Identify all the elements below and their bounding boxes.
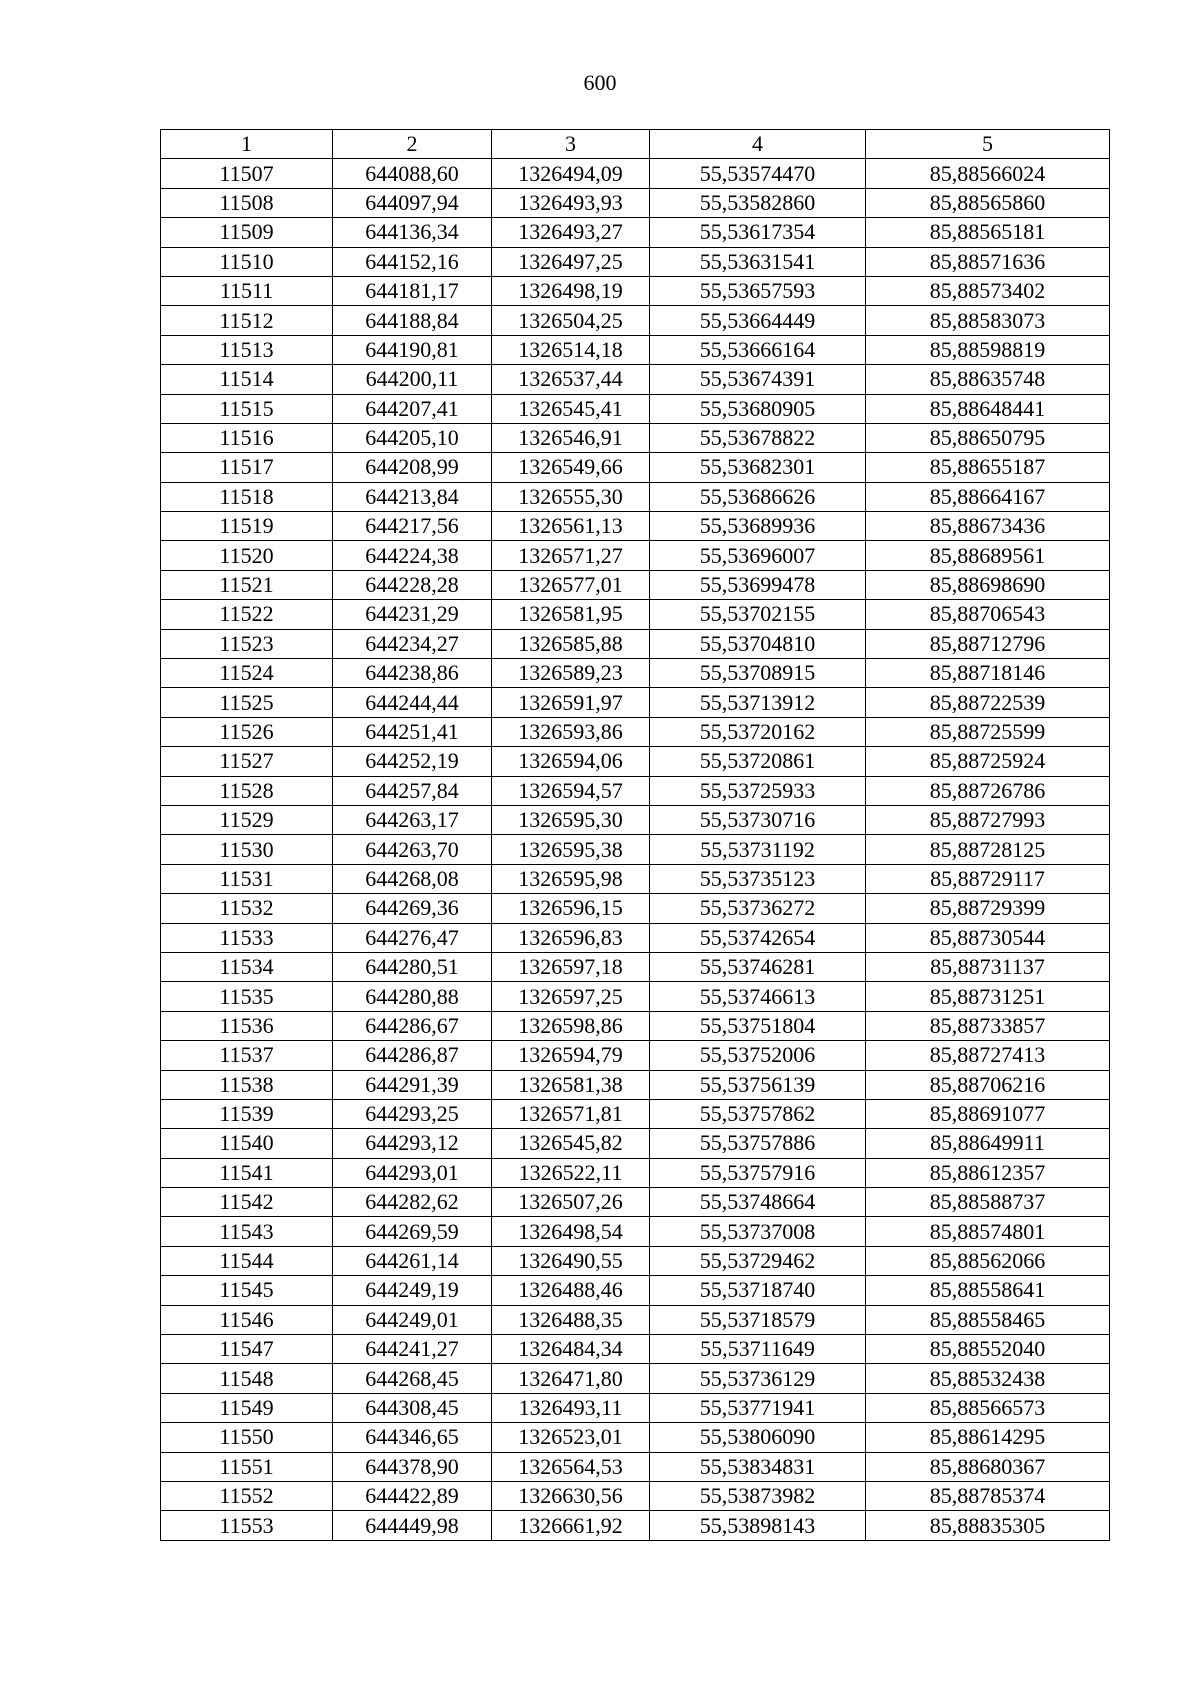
table-cell-col-4: 55,53708915	[650, 659, 866, 688]
table-cell-col-5: 85,88689561	[866, 541, 1110, 570]
table-cell-col-1: 11514	[161, 365, 333, 394]
table-row	[161, 1393, 1110, 1422]
table-row	[161, 1129, 1110, 1158]
table-cell-col-4: 55,53730716	[650, 805, 866, 834]
table-cell-col-5: 85,88588737	[866, 1188, 1110, 1217]
table-cell-col-1: 11520	[161, 541, 333, 570]
table-cell-col-1: 11519	[161, 512, 333, 541]
table-cell-col-2: 644308,45	[333, 1393, 492, 1422]
table-cell-col-2: 644268,45	[333, 1364, 492, 1393]
table-cell-col-4: 55,53617354	[650, 218, 866, 247]
table-cell-col-5: 85,88558465	[866, 1305, 1110, 1334]
table-row	[161, 982, 1110, 1011]
table-cell-col-5: 85,88698690	[866, 570, 1110, 599]
table-cell-col-2: 644257,84	[333, 776, 492, 805]
table-cell-col-3: 1326497,25	[492, 247, 650, 276]
table-cell-col-2: 644422,89	[333, 1481, 492, 1510]
table-cell-col-5: 85,88725599	[866, 717, 1110, 746]
table-row	[161, 1158, 1110, 1187]
table-cell-col-5: 85,88565860	[866, 188, 1110, 217]
table-cell-col-4: 55,53702155	[650, 600, 866, 629]
table-row	[161, 952, 1110, 981]
table-cell-col-4: 55,53737008	[650, 1217, 866, 1246]
table-cell-col-5: 85,88691077	[866, 1099, 1110, 1128]
table-cell-col-1: 11541	[161, 1158, 333, 1187]
table-cell-col-4: 55,53746281	[650, 952, 866, 981]
table-cell-col-3: 1326595,98	[492, 864, 650, 893]
table-cell-col-1: 11507	[161, 159, 333, 188]
table-cell-col-4: 55,53704810	[650, 629, 866, 658]
table-cell-col-4: 55,53736272	[650, 894, 866, 923]
table-cell-col-3: 1326630,56	[492, 1481, 650, 1510]
table-cell-col-5: 85,88725924	[866, 747, 1110, 776]
table-cell-col-5: 85,88648441	[866, 394, 1110, 423]
table-cell-col-1: 11545	[161, 1276, 333, 1305]
table-cell-col-3: 1326549,66	[492, 453, 650, 482]
table-cell-col-1: 11534	[161, 952, 333, 981]
table-cell-col-1: 11513	[161, 335, 333, 364]
table-row	[161, 276, 1110, 305]
table-cell-col-3: 1326577,01	[492, 570, 650, 599]
table-cell-col-5: 85,88532438	[866, 1364, 1110, 1393]
table-cell-col-1: 11523	[161, 629, 333, 658]
table-row	[161, 306, 1110, 335]
table-cell-col-4: 55,53720861	[650, 747, 866, 776]
table-cell-col-3: 1326593,86	[492, 717, 650, 746]
table-cell-col-5: 85,88649911	[866, 1129, 1110, 1158]
table-cell-col-2: 644286,87	[333, 1041, 492, 1070]
table-cell-col-1: 11536	[161, 1011, 333, 1040]
table-cell-col-2: 644251,41	[333, 717, 492, 746]
table-cell-col-1: 11516	[161, 423, 333, 452]
table-cell-col-3: 1326494,09	[492, 159, 650, 188]
table-cell-col-5: 85,88729399	[866, 894, 1110, 923]
table-cell-col-1: 11537	[161, 1041, 333, 1070]
table-cell-col-2: 644217,56	[333, 512, 492, 541]
table-cell-col-2: 644293,12	[333, 1129, 492, 1158]
table-cell-col-4: 55,53680905	[650, 394, 866, 423]
table-cell-col-4: 55,53742654	[650, 923, 866, 952]
table-row	[161, 570, 1110, 599]
table-cell-col-4: 55,53631541	[650, 247, 866, 276]
table-cell-col-1: 11540	[161, 1129, 333, 1158]
table-cell-col-4: 55,53834831	[650, 1452, 866, 1481]
table-cell-col-4: 55,53757916	[650, 1158, 866, 1187]
table-row	[161, 512, 1110, 541]
table-cell-col-4: 55,53806090	[650, 1423, 866, 1452]
table-row	[161, 423, 1110, 452]
table-cell-col-3: 1326597,18	[492, 952, 650, 981]
table-cell-col-4: 55,53756139	[650, 1070, 866, 1099]
table-cell-col-5: 85,88718146	[866, 659, 1110, 688]
column-header-3: 3	[492, 130, 650, 159]
table-cell-col-4: 55,53725933	[650, 776, 866, 805]
table-cell-col-4: 55,53699478	[650, 570, 866, 599]
table-cell-col-1: 11518	[161, 482, 333, 511]
table-cell-col-2: 644136,34	[333, 218, 492, 247]
table-cell-col-3: 1326594,06	[492, 747, 650, 776]
table-cell-col-1: 11544	[161, 1246, 333, 1275]
table-cell-col-3: 1326498,54	[492, 1217, 650, 1246]
table-cell-col-4: 55,53689936	[650, 512, 866, 541]
table-cell-col-5: 85,88673436	[866, 512, 1110, 541]
table-cell-col-3: 1326537,44	[492, 365, 650, 394]
table-cell-col-3: 1326581,38	[492, 1070, 650, 1099]
table-cell-col-2: 644280,88	[333, 982, 492, 1011]
table-cell-col-2: 644346,65	[333, 1423, 492, 1452]
table-row	[161, 482, 1110, 511]
table-cell-col-4: 55,53682301	[650, 453, 866, 482]
table-cell-col-3: 1326594,79	[492, 1041, 650, 1070]
table-cell-col-2: 644208,99	[333, 453, 492, 482]
table-row	[161, 747, 1110, 776]
table-row	[161, 1452, 1110, 1481]
table-cell-col-1: 11531	[161, 864, 333, 893]
table-row	[161, 1011, 1110, 1040]
table-cell-col-5: 85,88706216	[866, 1070, 1110, 1099]
table-cell-col-5: 85,88664167	[866, 482, 1110, 511]
table-cell-col-2: 644097,94	[333, 188, 492, 217]
table-cell-col-1: 11510	[161, 247, 333, 276]
table-cell-col-5: 85,88729117	[866, 864, 1110, 893]
table-row	[161, 365, 1110, 394]
table-row	[161, 805, 1110, 834]
table-cell-col-2: 644249,19	[333, 1276, 492, 1305]
table-cell-col-1: 11529	[161, 805, 333, 834]
table-cell-col-3: 1326488,35	[492, 1305, 650, 1334]
table-cell-col-1: 11549	[161, 1393, 333, 1422]
table-cell-col-5: 85,88785374	[866, 1481, 1110, 1510]
table-cell-col-2: 644276,47	[333, 923, 492, 952]
table-cell-col-2: 644181,17	[333, 276, 492, 305]
coordinates-table	[160, 129, 1110, 1541]
table-cell-col-2: 644378,90	[333, 1452, 492, 1481]
page-number: 600	[583, 70, 617, 95]
table-cell-col-3: 1326571,81	[492, 1099, 650, 1128]
table-cell-col-1: 11511	[161, 276, 333, 305]
table-cell-col-1: 11508	[161, 188, 333, 217]
table-cell-col-5: 85,88574801	[866, 1217, 1110, 1246]
table-cell-col-1: 11535	[161, 982, 333, 1011]
table-cell-col-5: 85,88558641	[866, 1276, 1110, 1305]
table-cell-col-5: 85,88583073	[866, 306, 1110, 335]
table-cell-col-1: 11532	[161, 894, 333, 923]
table-cell-col-2: 644263,17	[333, 805, 492, 834]
table-cell-col-5: 85,88731137	[866, 952, 1110, 981]
table-cell-col-1: 11539	[161, 1099, 333, 1128]
table-cell-col-4: 55,53898143	[650, 1511, 866, 1540]
table-cell-col-1: 11526	[161, 717, 333, 746]
table-cell-col-1: 11538	[161, 1070, 333, 1099]
table-row	[161, 864, 1110, 893]
table-row	[161, 1276, 1110, 1305]
table-row	[161, 1217, 1110, 1246]
table-cell-col-1: 11552	[161, 1481, 333, 1510]
table-cell-col-3: 1326595,38	[492, 835, 650, 864]
table-cell-col-2: 644152,16	[333, 247, 492, 276]
table-cell-col-2: 644249,01	[333, 1305, 492, 1334]
table-cell-col-5: 85,88565181	[866, 218, 1110, 247]
table-cell-col-1: 11527	[161, 747, 333, 776]
table-cell-col-5: 85,88571636	[866, 247, 1110, 276]
table-cell-col-3: 1326493,93	[492, 188, 650, 217]
table-row	[161, 717, 1110, 746]
table-row	[161, 629, 1110, 658]
table-cell-col-1: 11517	[161, 453, 333, 482]
table-cell-col-2: 644268,08	[333, 864, 492, 893]
table-cell-col-4: 55,53711649	[650, 1335, 866, 1364]
table-cell-col-3: 1326523,01	[492, 1423, 650, 1452]
table-cell-col-1: 11509	[161, 218, 333, 247]
table-cell-col-1: 11521	[161, 570, 333, 599]
table-cell-col-2: 644449,98	[333, 1511, 492, 1540]
table-cell-col-5: 85,88835305	[866, 1511, 1110, 1540]
table-cell-col-3: 1326484,34	[492, 1335, 650, 1364]
table-cell-col-4: 55,53718740	[650, 1276, 866, 1305]
table-cell-col-1: 11550	[161, 1423, 333, 1452]
table-cell-col-2: 644200,11	[333, 365, 492, 394]
table-cell-col-1: 11512	[161, 306, 333, 335]
table-cell-col-2: 644224,38	[333, 541, 492, 570]
table-cell-col-3: 1326555,30	[492, 482, 650, 511]
table-cell-col-4: 55,53666164	[650, 335, 866, 364]
table-row	[161, 1188, 1110, 1217]
table-row	[161, 159, 1110, 188]
table-row	[161, 541, 1110, 570]
table-cell-col-1: 11551	[161, 1452, 333, 1481]
table-cell-col-4: 55,53657593	[650, 276, 866, 305]
table-cell-col-5: 85,88650795	[866, 423, 1110, 452]
table-cell-col-5: 85,88562066	[866, 1246, 1110, 1275]
table-cell-col-5: 85,88635748	[866, 365, 1110, 394]
table-row	[161, 1511, 1110, 1540]
table-cell-col-4: 55,53729462	[650, 1246, 866, 1275]
table-cell-col-3: 1326596,15	[492, 894, 650, 923]
table-cell-col-5: 85,88730544	[866, 923, 1110, 952]
table-row	[161, 1099, 1110, 1128]
table-cell-col-2: 644238,86	[333, 659, 492, 688]
table-cell-col-2: 644280,51	[333, 952, 492, 981]
table-cell-col-2: 644282,62	[333, 1188, 492, 1217]
table-row	[161, 835, 1110, 864]
table-cell-col-4: 55,53574470	[650, 159, 866, 188]
column-header-4: 4	[650, 130, 866, 159]
table-cell-col-2: 644293,25	[333, 1099, 492, 1128]
table-cell-col-4: 55,53696007	[650, 541, 866, 570]
table-row	[161, 394, 1110, 423]
table-row	[161, 1305, 1110, 1334]
table-cell-col-2: 644286,67	[333, 1011, 492, 1040]
table-cell-col-5: 85,88733857	[866, 1011, 1110, 1040]
table-cell-col-3: 1326661,92	[492, 1511, 650, 1540]
table-row	[161, 776, 1110, 805]
table-cell-col-4: 55,53752006	[650, 1041, 866, 1070]
table-header	[161, 130, 1110, 159]
column-header-1: 1	[161, 130, 333, 159]
table-cell-col-1: 11515	[161, 394, 333, 423]
table-row	[161, 1041, 1110, 1070]
table-cell-col-5: 85,88728125	[866, 835, 1110, 864]
table-cell-col-4: 55,53751804	[650, 1011, 866, 1040]
table-cell-col-3: 1326545,82	[492, 1129, 650, 1158]
table-cell-col-3: 1326589,23	[492, 659, 650, 688]
table-cell-col-4: 55,53757886	[650, 1129, 866, 1158]
table-row	[161, 600, 1110, 629]
table-row	[161, 247, 1110, 276]
table-row	[161, 335, 1110, 364]
table-cell-col-2: 644205,10	[333, 423, 492, 452]
table-cell-col-4: 55,53720162	[650, 717, 866, 746]
table-cell-col-3: 1326522,11	[492, 1158, 650, 1187]
table-row	[161, 659, 1110, 688]
header-row	[161, 130, 1110, 159]
table-cell-col-1: 11543	[161, 1217, 333, 1246]
table-cell-col-3: 1326571,27	[492, 541, 650, 570]
table-cell-col-3: 1326498,19	[492, 276, 650, 305]
table-cell-col-2: 644252,19	[333, 747, 492, 776]
table-cell-col-4: 55,53735123	[650, 864, 866, 893]
table-cell-col-4: 55,53757862	[650, 1099, 866, 1128]
table-cell-col-4: 55,53748664	[650, 1188, 866, 1217]
table-row	[161, 1481, 1110, 1510]
table-cell-col-2: 644263,70	[333, 835, 492, 864]
table-cell-col-3: 1326564,53	[492, 1452, 650, 1481]
table-cell-col-1: 11553	[161, 1511, 333, 1540]
table-cell-col-3: 1326561,13	[492, 512, 650, 541]
table-cell-col-3: 1326595,30	[492, 805, 650, 834]
table-cell-col-3: 1326596,83	[492, 923, 650, 952]
table-cell-col-4: 55,53736129	[650, 1364, 866, 1393]
table-cell-col-5: 85,88727993	[866, 805, 1110, 834]
table-cell-col-3: 1326581,95	[492, 600, 650, 629]
table-cell-col-4: 55,53746613	[650, 982, 866, 1011]
table-cell-col-5: 85,88598819	[866, 335, 1110, 364]
table-cell-col-4: 55,53718579	[650, 1305, 866, 1334]
table-cell-col-5: 85,88722539	[866, 688, 1110, 717]
table-row	[161, 1335, 1110, 1364]
table-cell-col-5: 85,88706543	[866, 600, 1110, 629]
table-cell-col-3: 1326598,86	[492, 1011, 650, 1040]
table-cell-col-2: 644231,29	[333, 600, 492, 629]
table-cell-col-5: 85,88614295	[866, 1423, 1110, 1452]
table-cell-col-3: 1326504,25	[492, 306, 650, 335]
table-cell-col-1: 11530	[161, 835, 333, 864]
table-row	[161, 1364, 1110, 1393]
table-cell-col-5: 85,88680367	[866, 1452, 1110, 1481]
table-cell-col-2: 644234,27	[333, 629, 492, 658]
table-row	[161, 688, 1110, 717]
table-cell-col-3: 1326471,80	[492, 1364, 650, 1393]
table-cell-col-3: 1326585,88	[492, 629, 650, 658]
table-row	[161, 1423, 1110, 1452]
table-cell-col-2: 644244,44	[333, 688, 492, 717]
table-cell-col-5: 85,88566024	[866, 159, 1110, 188]
table-cell-col-1: 11547	[161, 1335, 333, 1364]
table-cell-col-1: 11548	[161, 1364, 333, 1393]
table-row	[161, 218, 1110, 247]
table-cell-col-2: 644261,14	[333, 1246, 492, 1275]
table-cell-col-3: 1326591,97	[492, 688, 650, 717]
table-cell-col-5: 85,88712796	[866, 629, 1110, 658]
table-cell-col-3: 1326594,57	[492, 776, 650, 805]
table-cell-col-3: 1326545,41	[492, 394, 650, 423]
table-cell-col-1: 11522	[161, 600, 333, 629]
table-row	[161, 1070, 1110, 1099]
table-cell-col-5: 85,88727413	[866, 1041, 1110, 1070]
table-cell-col-2: 644269,59	[333, 1217, 492, 1246]
table-cell-col-1: 11533	[161, 923, 333, 952]
table-cell-col-3: 1326493,11	[492, 1393, 650, 1422]
table-cell-col-4: 55,53678822	[650, 423, 866, 452]
table-cell-col-4: 55,53713912	[650, 688, 866, 717]
table-cell-col-4: 55,53674391	[650, 365, 866, 394]
table-cell-col-1: 11525	[161, 688, 333, 717]
table-cell-col-2: 644241,27	[333, 1335, 492, 1364]
table-cell-col-2: 644293,01	[333, 1158, 492, 1187]
table-cell-col-2: 644228,28	[333, 570, 492, 599]
table-cell-col-4: 55,53582860	[650, 188, 866, 217]
table-row	[161, 1246, 1110, 1275]
table-cell-col-3: 1326546,91	[492, 423, 650, 452]
table-cell-col-5: 85,88726786	[866, 776, 1110, 805]
table-row	[161, 453, 1110, 482]
table-cell-col-5: 85,88573402	[866, 276, 1110, 305]
table-cell-col-2: 644190,81	[333, 335, 492, 364]
table-cell-col-2: 644207,41	[333, 394, 492, 423]
table-cell-col-4: 55,53873982	[650, 1481, 866, 1510]
table-cell-col-2: 644188,84	[333, 306, 492, 335]
table-cell-col-4: 55,53686626	[650, 482, 866, 511]
table-cell-col-5: 85,88566573	[866, 1393, 1110, 1422]
table-cell-col-3: 1326597,25	[492, 982, 650, 1011]
table-cell-col-4: 55,53771941	[650, 1393, 866, 1422]
table-cell-col-3: 1326488,46	[492, 1276, 650, 1305]
table-cell-col-3: 1326493,27	[492, 218, 650, 247]
table-body	[161, 159, 1110, 1540]
column-header-2: 2	[333, 130, 492, 159]
table-cell-col-5: 85,88552040	[866, 1335, 1110, 1364]
table-cell-col-2: 644213,84	[333, 482, 492, 511]
table-row	[161, 923, 1110, 952]
table-cell-col-5: 85,88731251	[866, 982, 1110, 1011]
table-row	[161, 188, 1110, 217]
table-cell-col-2: 644291,39	[333, 1070, 492, 1099]
table-cell-col-2: 644269,36	[333, 894, 492, 923]
table-row	[161, 894, 1110, 923]
table-cell-col-4: 55,53664449	[650, 306, 866, 335]
table-cell-col-4: 55,53731192	[650, 835, 866, 864]
table-cell-col-1: 11524	[161, 659, 333, 688]
table-cell-col-5: 85,88655187	[866, 453, 1110, 482]
table-cell-col-1: 11528	[161, 776, 333, 805]
table-cell-col-2: 644088,60	[333, 159, 492, 188]
table-cell-col-3: 1326507,26	[492, 1188, 650, 1217]
table-cell-col-3: 1326514,18	[492, 335, 650, 364]
column-header-5: 5	[866, 130, 1110, 159]
table-cell-col-1: 11546	[161, 1305, 333, 1334]
table-cell-col-3: 1326490,55	[492, 1246, 650, 1275]
table-cell-col-5: 85,88612357	[866, 1158, 1110, 1187]
table-cell-col-1: 11542	[161, 1188, 333, 1217]
